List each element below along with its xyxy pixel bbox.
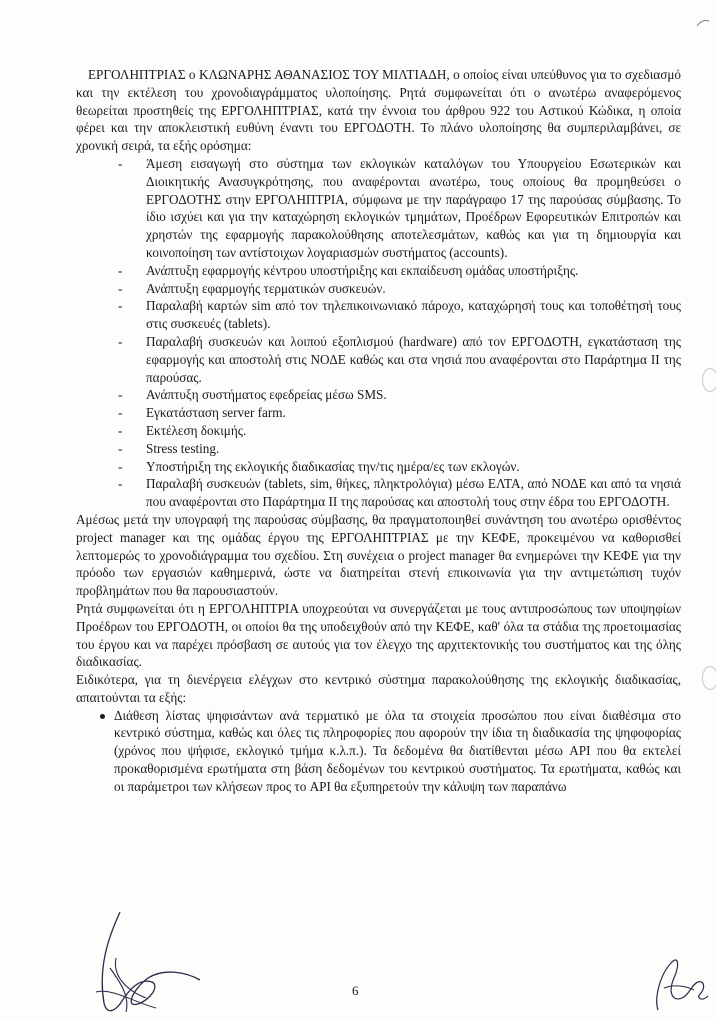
requirement-text: Διάθεση λίστας ψηφισάντων ανά τερματικό με όλα τα στοιχεία προσώπου που είναι διαθέσιμα στο κεντρικό σύστημα, καθώς και όλες τις πληροφορίες που αφορούν την ίδια τη διαδικασία της ψηφοφορίας (χρόνος που ψήφισε, εκλογικό τμήμα κ.λ.π.). Τα δεδομένα θα διατίθενται μέσω API που θα εκτελεί προκαθορισμένα ερωτήματα στη βάση δεδομένων του κεντρικού συστήματος. Τα ερωτήματα, καθώς και οι παράμετροι των κλήσεων προς το API θα εξυπηρετούν την κάλυψη των παραπάνω [114,707,681,794]
milestone-item [76,386,681,404]
milestone-text: Παραλαβή συσκευών και λοιπού εξοπλισμού (hardware) από τον ΕΡΓΟΔΟΤΗ, εγκατάσταση της εφαρμογής και αποστολή στις ΝΟΔΕ καθώς και στα νησιά που αναφέρονται στο Παράρτημα ΙΙ της παρούσας. [146,333,681,385]
milestone-item [76,440,681,458]
milestone-list [76,155,681,511]
requirement-list [76,707,681,796]
punch-hole-upper [702,368,716,392]
milestone-text: Εγκατάσταση server farm. [146,405,286,421]
milestone-text: Ανάπτυξη εφαρμογής κέντρου υποστήριξης και εκπαίδευση ομάδας υποστήριξης. [146,262,579,278]
milestone-text: Ανάπτυξη εφαρμογής τερματικών συσκευών. [146,280,386,296]
page-number: 6 [352,983,359,998]
dash-marker: - [118,298,123,314]
body-text [76,66,681,796]
dash-marker: - [118,405,123,421]
dash-marker: - [118,422,123,438]
milestone-text: Παραλαβή συσκευών (tablets, sim, θήκες, πληκτρολόγια) μέσω ΕΛΤΑ, από ΝΟΔΕ και από τα νησιά που αναφέρονται στο Παράρτημα ΙΙ της παρούσας και αποστολή τους στην έδρα του ΕΡΓΟΔΟΤΗ. [146,476,681,510]
milestone-item [76,262,681,280]
meeting-paragraph: Αμέσως μετά την υπογραφή της παρούσας σύμβασης, θα πραγματοποιηθεί συνάντηση του ανωτέρω ορισθέντος project manager και της ομάδας έργου της ΕΡΓΟΛΗΠΤΡΙΑΣ με την ΚΕΦΕ, προκειμένου να καθορισθεί λεπτομερώς το χρονοδιάγραμμα του σχεδίου. Στη συνέχεια ο project manager θα ενημερώνει την ΚΕΦΕ για την πρόοδο των εργασιών καθημερινά, ώστε να διατηρείται στενή επικοινωνία για την αντιμετώπιση τυχόν προβλημάτων που θα παρουσιαστούν. [76,511,681,599]
dash-marker: - [118,476,123,492]
milestone-item [76,404,681,422]
intro-paragraph: ΕΡΓΟΛΗΠΤΡΙΑΣ ο ΚΛΩΝΑΡΗΣ ΑΘΑΝΑΣΙΟΣ ΤΟΥ ΜΙΛΤΙΑΔΗ, ο οποίος είναι υπεύθυνος για το σχεδιασμό και την εκτέλεση του χρονοδιαγράμματος υλοποίησης. Ρητά συμφωνείται ότι ο ανωτέρω αναφερόμενος θεωρείται προστηθείς της ΕΡΓΟΛΗΠΤΡΙΑΣ, κατά την έννοια του άρθρου 922 του Αστικού Κώδικα, η οποία φέρει και την αποκλειστική ευθύνη έναντι του ΕΡΓΟΔΟΤΗ. Το πλάνο υλοποίησης θα συμπεριλαμβάνει, σε χρονική σειρά, τα εξής ορόσημα: [76,67,681,154]
milestone-item [76,155,681,262]
signature-right [650,948,712,1016]
milestone-item [76,475,681,511]
dash-marker: - [118,440,123,456]
specific-paragraph: Ειδικότερα, για τη διενέργεια ελέγχων στο κεντρικό σύστημα παρακολούθησης της εκλογικής διαδικασίας, απαιτούνται τα εξής: [76,672,681,705]
milestone-text: Εκτέλεση δοκιμής. [146,422,247,438]
milestone-text: Υποστήριξη της εκλογικής διαδικασίας την/τις ημέρα/ες των εκλογών. [146,458,520,474]
dash-marker: - [118,387,123,403]
bullet-dot [100,714,105,719]
milestone-text: Παραλαβή καρτών sim από τον τηλεπικοινωνιακό πάροχο, καταχώρησή τους και τοποθέτησή τους στις συσκευές (tablets). [146,298,681,332]
punch-hole-lower [702,666,716,690]
milestone-item [76,280,681,298]
cooperation-paragraph: Ρητά συμφωνείται ότι η ΕΡΓΟΛΗΠΤΡΙΑ υποχρεούται να συνεργάζεται με τους αντιπροσώπους των υποψηφίων Προέδρων του ΕΡΓΟΔΟΤΗ, οι οποίοι θα της υποδειχθούν από την ΚΕΦΕ, καθ' όλα τα στάδια της προετοιμασίας του έργου και να παρέχει πρόσβαση σε αυτούς για τον έλεγχο της αρχιτεκτονικής του συστήματος και της όλης διαδικασίας. [76,600,681,670]
milestone-item [76,297,681,333]
dash-marker: - [118,280,123,296]
dash-marker: - [118,333,123,349]
milestone-item [76,333,681,386]
milestone-text: Ανάπτυξη συστήματος εφεδρείας μέσω SMS. [146,387,387,403]
signature-left [90,908,210,1018]
requirement-item [76,707,681,796]
milestone-item [76,422,681,440]
milestone-text: Άμεση εισαγωγή στο σύστημα των εκλογικών καταλόγων του Υπουργείου Εσωτερικών και Διοικητικής Ανασυγκρότησης, που αναφέρονται ανωτέρω, τους οποίους θα προμηθεύσει ο ΕΡΓΟΔΟΤΗΣ στην ΕΡΓΟΛΗΠΤΡΙΑ, σύμφωνα με την παράγραφο 17 της παρούσας σύμβασης. Το ίδιο ισχύει και για την καταχώρηση εκλογικών τμημάτων, Προέδρων Εφορευτικών Επιτροπών και χρηστών της εφαρμογής παρακολούθησης αποτελεσμάτων, καθώς και για τη δημιουργία και κοινοποίηση των αντίστοιχων λογαριασμών συστήματος (accounts). [146,155,681,260]
corner-mark [696,18,710,28]
milestone-text: Stress testing. [146,440,220,456]
milestone-item [76,458,681,476]
dash-marker: - [118,458,123,474]
dash-marker: - [118,262,123,278]
dash-marker: - [118,155,123,171]
